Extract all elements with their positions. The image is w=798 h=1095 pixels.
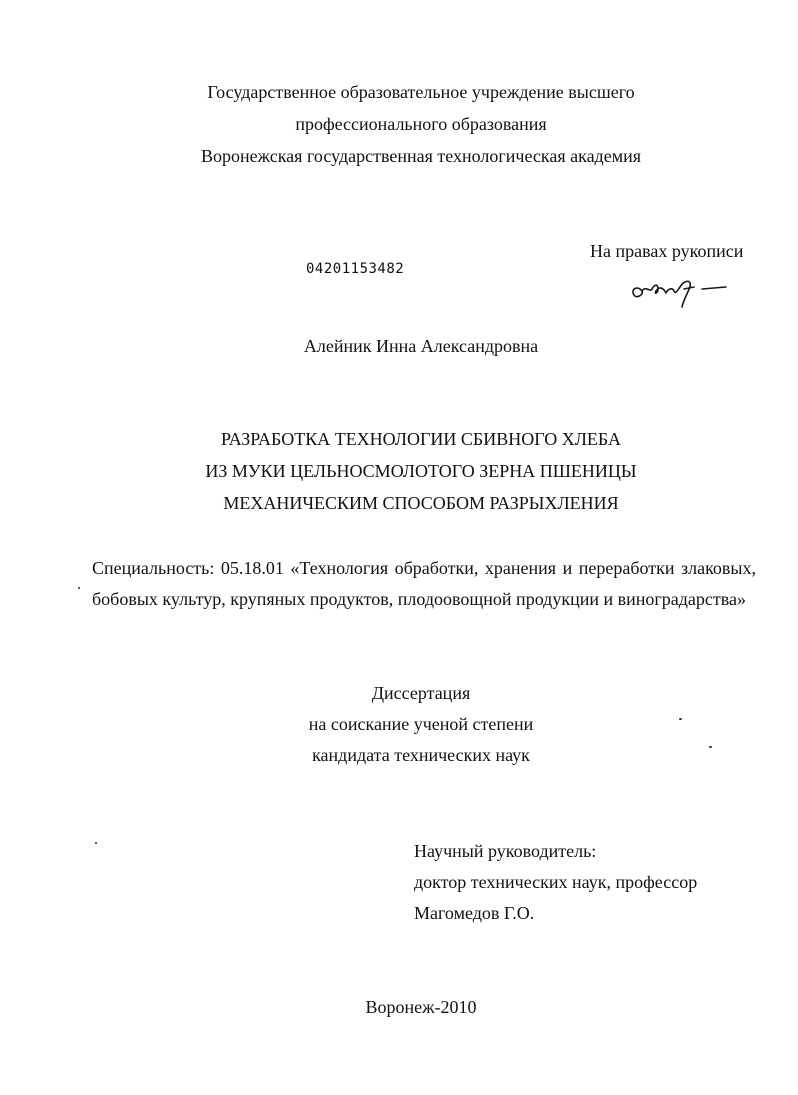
degree-line-1: на соискание ученой степени — [308, 714, 534, 734]
author-name: Алейник Инна Александровна — [303, 336, 539, 356]
supervisor-name: Магомедов Г.О. — [414, 903, 535, 923]
scan-speck — [709, 746, 712, 748]
thesis-title-line-3: МЕХАНИЧЕСКИМ СПОСОБОМ РАЗРЫХЛЕНИЯ — [223, 493, 619, 513]
scan-speck — [78, 587, 80, 589]
handwritten-signature — [628, 275, 728, 309]
degree-line-2: кандидата технических наук — [312, 745, 530, 765]
thesis-title-line-1: РАЗРАБОТКА ТЕХНОЛОГИИ СБИВНОГО ХЛЕБА — [221, 429, 621, 449]
dissertation-label: Диссертация — [371, 683, 471, 703]
organization-line-3: Воронежская государственная технологическая академия — [200, 146, 642, 166]
city-year: Воронеж-2010 — [365, 997, 477, 1017]
registration-code: 04201153482 — [306, 261, 405, 277]
scan-speck — [679, 718, 682, 720]
organization-line-2: профессионального образования — [295, 114, 547, 134]
specialty-paragraph: Специальность: 05.18.01 «Технология обработки, хранения и переработки злаковых, бобовых культур, крупяных продуктов, плодоовощной продукции и виноградарства» — [92, 558, 756, 609]
supervisor-degree: доктор технических наук, профессор — [414, 872, 698, 892]
scan-speck — [95, 842, 97, 844]
supervisor-label: Научный руководитель: — [414, 841, 597, 861]
organization-line-1: Государственное образовательное учреждение высшего — [207, 82, 635, 102]
manuscript-rights-note: На правах рукописи — [590, 241, 744, 261]
thesis-title-line-2: ИЗ МУКИ ЦЕЛЬНОСМОЛОТОГО ЗЕРНА ПШЕНИЦЫ — [205, 461, 637, 481]
